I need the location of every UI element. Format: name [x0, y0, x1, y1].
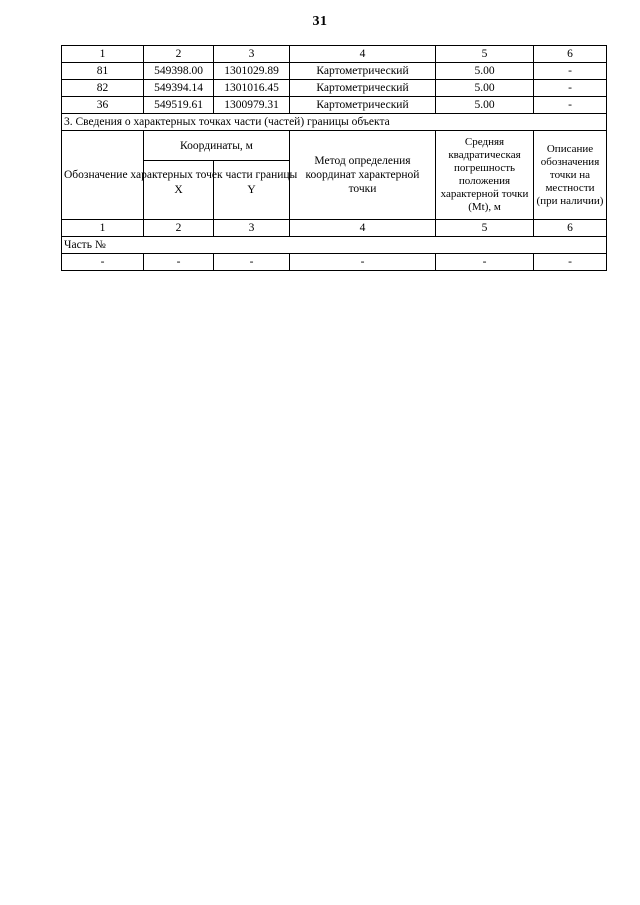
y-cell: 1301029.89 — [214, 63, 290, 80]
column-number: 2 — [144, 46, 214, 63]
column-number: 1 — [62, 46, 144, 63]
table-row — [62, 80, 607, 97]
column-number: 4 — [290, 46, 436, 63]
desc-cell: - — [534, 63, 607, 80]
y-cell: 1300979.31 — [214, 97, 290, 114]
mt-cell: 5.00 — [436, 80, 534, 97]
header-point-designation: Обозначение характерных точек части границы — [62, 131, 144, 220]
page-number: 31 — [312, 14, 328, 29]
section-title: 3. Сведения о характерных точках части (частей) границы объекта — [62, 114, 607, 131]
x-cell: 549519.61 — [144, 97, 214, 114]
empty-cell: - — [290, 254, 436, 271]
column-number: 1 — [62, 220, 144, 237]
column-number: 3 — [214, 46, 290, 63]
table-row — [62, 97, 607, 114]
column-number-row — [62, 46, 607, 63]
header-method: Метод определения координат характерной точки — [290, 131, 436, 220]
point-cell: 82 — [62, 80, 144, 97]
empty-cell: - — [436, 254, 534, 271]
header-row — [62, 131, 607, 161]
header-description: Описание обозначения точки на местности (при наличии) — [534, 131, 607, 220]
x-cell: 549394.14 — [144, 80, 214, 97]
column-number: 6 — [534, 220, 607, 237]
empty-cell: - — [214, 254, 290, 271]
x-cell: 549398.00 — [144, 63, 214, 80]
part-label: Часть № — [62, 237, 607, 254]
part-label-row — [62, 237, 607, 254]
mt-cell: 5.00 — [436, 97, 534, 114]
column-number: 5 — [436, 46, 534, 63]
header-coordinates: Координаты, м — [144, 131, 290, 161]
column-number: 4 — [290, 220, 436, 237]
desc-cell: - — [534, 80, 607, 97]
header-y: Y — [214, 161, 290, 220]
header-mt: Средняя квадратическая погрешность положения характерной точки (Mt), м — [436, 131, 534, 220]
column-number: 2 — [144, 220, 214, 237]
header-x: X — [144, 161, 214, 220]
mt-cell: 5.00 — [436, 63, 534, 80]
empty-cell: - — [144, 254, 214, 271]
section-title-row — [62, 114, 607, 131]
point-cell: 81 — [62, 63, 144, 80]
column-number: 3 — [214, 220, 290, 237]
desc-cell: - — [534, 97, 607, 114]
empty-cell: - — [62, 254, 144, 271]
method-cell: Картометрический — [290, 97, 436, 114]
empty-cell: - — [534, 254, 607, 271]
column-number: 6 — [534, 46, 607, 63]
column-number: 5 — [436, 220, 534, 237]
coordinates-table — [61, 45, 607, 271]
table-row — [62, 63, 607, 80]
y-cell: 1301016.45 — [214, 80, 290, 97]
point-cell: 36 — [62, 97, 144, 114]
column-number-row — [62, 220, 607, 237]
method-cell: Картометрический — [290, 63, 436, 80]
method-cell: Картометрический — [290, 80, 436, 97]
table-row — [62, 254, 607, 271]
